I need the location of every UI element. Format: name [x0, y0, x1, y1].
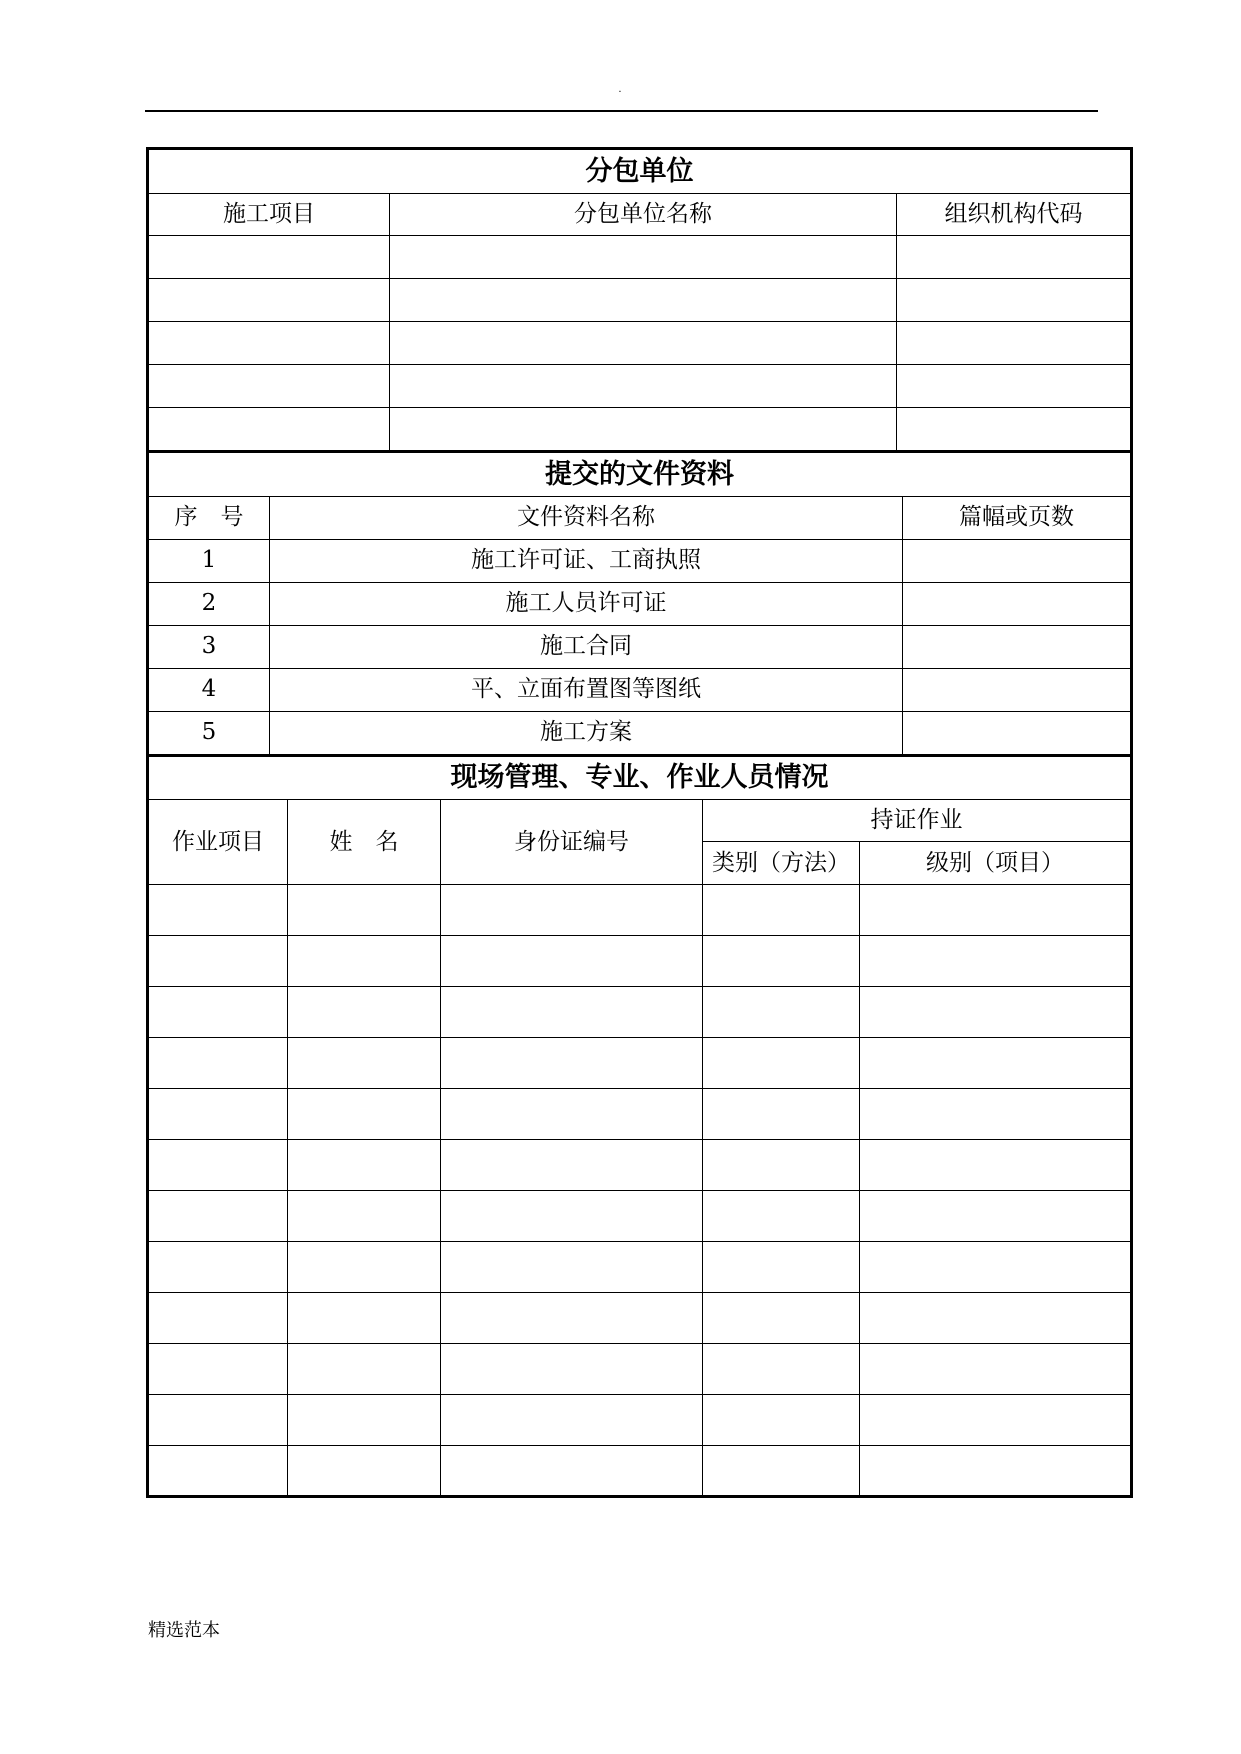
personnel-cell[interactable] [441, 1446, 703, 1497]
subcontractor-title: 分包单位 [148, 149, 1132, 194]
personnel-cell[interactable] [148, 987, 288, 1038]
personnel-cell[interactable] [288, 1344, 441, 1395]
col-document-name: 文件资料名称 [270, 496, 903, 539]
col-cert-level: 级别（项目） [860, 842, 1132, 885]
personnel-table [146, 755, 1133, 1499]
col-org-code: 组织机构代码 [897, 194, 1132, 236]
documents-title: 提交的文件资料 [148, 452, 1132, 496]
personnel-cell[interactable] [288, 1293, 441, 1344]
personnel-cell[interactable] [860, 1191, 1132, 1242]
personnel-cell[interactable] [148, 1038, 288, 1089]
personnel-cell[interactable] [441, 1038, 703, 1089]
personnel-cell[interactable] [148, 1395, 288, 1446]
document-no: 4 [148, 668, 270, 711]
subcontractor-cell[interactable] [390, 408, 897, 451]
col-work-item: 作业项目 [148, 800, 288, 885]
personnel-cell[interactable] [703, 1344, 860, 1395]
subcontractor-cell[interactable] [390, 279, 897, 322]
personnel-title: 现场管理、专业、作业人员情况 [148, 756, 1132, 800]
personnel-cell[interactable] [441, 936, 703, 987]
document-name: 施工合同 [270, 625, 903, 668]
personnel-cell[interactable] [288, 1089, 441, 1140]
personnel-cell[interactable] [860, 1242, 1132, 1293]
personnel-cell[interactable] [860, 885, 1132, 936]
subcontractor-cell[interactable] [897, 279, 1132, 322]
personnel-cell[interactable] [441, 987, 703, 1038]
personnel-cell[interactable] [441, 1395, 703, 1446]
documents-table [146, 451, 1133, 755]
col-construction-item: 施工项目 [148, 194, 390, 236]
personnel-cell[interactable] [148, 1140, 288, 1191]
col-id-number: 身份证编号 [441, 800, 703, 885]
personnel-cell[interactable] [703, 1242, 860, 1293]
document-name: 施工方案 [270, 711, 903, 754]
personnel-cell[interactable] [288, 1242, 441, 1293]
personnel-cell[interactable] [288, 1395, 441, 1446]
personnel-cell[interactable] [148, 1191, 288, 1242]
col-person-name: 姓 名 [288, 800, 441, 885]
subcontractor-cell[interactable] [897, 365, 1132, 408]
personnel-cell[interactable] [703, 885, 860, 936]
personnel-cell[interactable] [860, 987, 1132, 1038]
personnel-cell[interactable] [860, 1038, 1132, 1089]
document-pages-cell[interactable] [903, 539, 1132, 582]
personnel-cell[interactable] [441, 1140, 703, 1191]
personnel-cell[interactable] [288, 936, 441, 987]
personnel-cell[interactable] [441, 1089, 703, 1140]
subcontractor-cell[interactable] [390, 322, 897, 365]
col-certified-work: 持证作业 [703, 800, 1132, 842]
registration-form [146, 147, 1130, 1498]
personnel-cell[interactable] [703, 1038, 860, 1089]
header-mark: . [618, 84, 622, 95]
subcontractor-table [146, 147, 1133, 451]
personnel-cell[interactable] [703, 1191, 860, 1242]
personnel-cell[interactable] [148, 1089, 288, 1140]
document-name: 施工许可证、工商执照 [270, 539, 903, 582]
personnel-cell[interactable] [148, 885, 288, 936]
personnel-cell[interactable] [288, 987, 441, 1038]
document-name: 平、立面布置图等图纸 [270, 668, 903, 711]
personnel-cell[interactable] [860, 1395, 1132, 1446]
document-pages-cell[interactable] [903, 625, 1132, 668]
col-cert-type: 类别（方法） [703, 842, 860, 885]
personnel-cell[interactable] [703, 1293, 860, 1344]
subcontractor-cell[interactable] [897, 322, 1132, 365]
subcontractor-cell[interactable] [390, 236, 897, 279]
personnel-cell[interactable] [288, 1191, 441, 1242]
personnel-cell[interactable] [860, 1089, 1132, 1140]
subcontractor-cell[interactable] [148, 365, 390, 408]
personnel-cell[interactable] [703, 936, 860, 987]
personnel-cell[interactable] [860, 1140, 1132, 1191]
subcontractor-cell[interactable] [148, 408, 390, 451]
personnel-cell[interactable] [148, 1446, 288, 1497]
personnel-cell[interactable] [441, 1191, 703, 1242]
personnel-cell[interactable] [148, 1293, 288, 1344]
personnel-cell[interactable] [860, 1446, 1132, 1497]
personnel-cell[interactable] [148, 1344, 288, 1395]
footer-label: 精选范本 [148, 1620, 220, 1641]
personnel-cell[interactable] [441, 885, 703, 936]
document-no: 1 [148, 539, 270, 582]
subcontractor-cell[interactable] [148, 236, 390, 279]
col-page-count: 篇幅或页数 [903, 496, 1132, 539]
personnel-cell[interactable] [703, 1140, 860, 1191]
subcontractor-cell[interactable] [897, 236, 1132, 279]
personnel-cell[interactable] [860, 1293, 1132, 1344]
personnel-cell[interactable] [148, 936, 288, 987]
subcontractor-cell[interactable] [148, 279, 390, 322]
header-rule [145, 110, 1098, 112]
personnel-cell[interactable] [860, 936, 1132, 987]
personnel-cell[interactable] [441, 1242, 703, 1293]
personnel-cell[interactable] [703, 1446, 860, 1497]
subcontractor-cell[interactable] [148, 322, 390, 365]
personnel-cell[interactable] [703, 1395, 860, 1446]
personnel-cell[interactable] [703, 987, 860, 1038]
personnel-cell[interactable] [148, 1242, 288, 1293]
document-no: 5 [148, 711, 270, 754]
col-subcontractor-name: 分包单位名称 [390, 194, 897, 236]
personnel-cell[interactable] [860, 1344, 1132, 1395]
personnel-cell[interactable] [703, 1089, 860, 1140]
document-no: 3 [148, 625, 270, 668]
document-no: 2 [148, 582, 270, 625]
col-serial-no: 序 号 [148, 496, 270, 539]
document-name: 施工人员许可证 [270, 582, 903, 625]
document-pages-cell[interactable] [903, 711, 1132, 754]
document-pages-cell[interactable] [903, 668, 1132, 711]
personnel-cell[interactable] [288, 1038, 441, 1089]
personnel-cell[interactable] [288, 1140, 441, 1191]
personnel-cell[interactable] [288, 1446, 441, 1497]
subcontractor-cell[interactable] [897, 408, 1132, 451]
subcontractor-cell[interactable] [390, 365, 897, 408]
personnel-cell[interactable] [441, 1293, 703, 1344]
personnel-cell[interactable] [288, 885, 441, 936]
document-pages-cell[interactable] [903, 582, 1132, 625]
personnel-cell[interactable] [441, 1344, 703, 1395]
